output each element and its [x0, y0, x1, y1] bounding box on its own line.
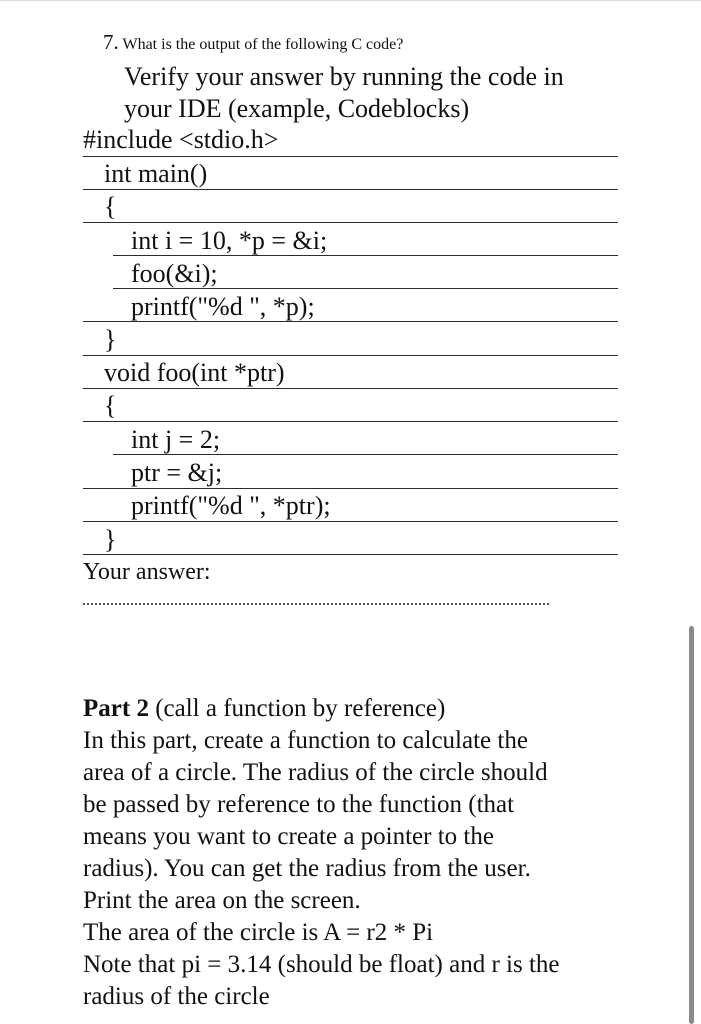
code-line-main: int main()	[104, 159, 208, 188]
top-divider	[0, 0, 701, 1]
code-line-close-brace-2: }	[104, 525, 117, 554]
code-rule	[83, 554, 618, 555]
part2-subtitle: (call a function by reference)	[148, 695, 446, 722]
code-rule	[83, 222, 618, 223]
question-line-2: Verify your answer by running the code in	[124, 62, 564, 91]
code-line-include: #include <stdio.h>	[83, 125, 279, 154]
part2-line: Print the area on the screen.	[83, 887, 361, 914]
code-line-printf-foo: printf("%d ", *ptr);	[131, 491, 331, 520]
part2-title: Part 2	[83, 695, 149, 722]
code-rule	[83, 189, 618, 190]
question-text-1: What is the output of the following C code?	[122, 36, 404, 53]
code-rule	[83, 321, 618, 322]
code-line-declare-j: int j = 2;	[131, 425, 221, 454]
question-number: 7.	[103, 30, 119, 54]
part2-heading	[83, 693, 643, 725]
part2-block	[83, 693, 643, 1013]
code-rule	[83, 156, 618, 157]
code-line-open-brace-2: {	[104, 391, 117, 420]
answer-blank[interactable]	[83, 603, 549, 605]
code-rule	[83, 521, 618, 522]
vertical-scrollbar[interactable]	[689, 626, 694, 1024]
part2-line: radius). You can get the radius from the user.	[83, 855, 531, 882]
code-rule	[113, 288, 618, 289]
code-rule	[113, 255, 618, 256]
part2-line: In this part, create a function to calculate the	[83, 727, 528, 754]
part2-line: The area of the circle is A = r2 * Pi	[83, 919, 434, 946]
part2-line: means you want to create a pointer to the	[83, 823, 494, 850]
code-line-assign: ptr = &j;	[131, 458, 223, 487]
code-line-open-brace: {	[104, 192, 117, 221]
question-line-3: your IDE (example, Codeblocks)	[124, 94, 470, 123]
code-rule	[113, 454, 618, 455]
code-line-close-brace: }	[104, 325, 117, 354]
part2-line: area of a circle. The radius of the circle should	[83, 759, 548, 786]
code-rule	[83, 388, 618, 389]
code-line-printf-main: printf("%d ", *p);	[131, 292, 315, 321]
part2-line: be passed by reference to the function (that	[83, 791, 515, 818]
part2-line: radius of the circle	[83, 983, 270, 1010]
code-line-foo-def: void foo(int *ptr)	[104, 358, 285, 387]
code-line-declare: int i = 10, *p = &i;	[131, 226, 328, 255]
code-rule	[83, 488, 618, 489]
question-line-1	[103, 30, 403, 55]
code-rule	[83, 355, 618, 356]
code-rule	[83, 421, 618, 422]
part2-line: Note that pi = 3.14 (should be float) and r is the	[83, 951, 560, 978]
answer-label: Your answer:	[83, 559, 211, 585]
code-line-call: foo(&i);	[131, 259, 218, 288]
